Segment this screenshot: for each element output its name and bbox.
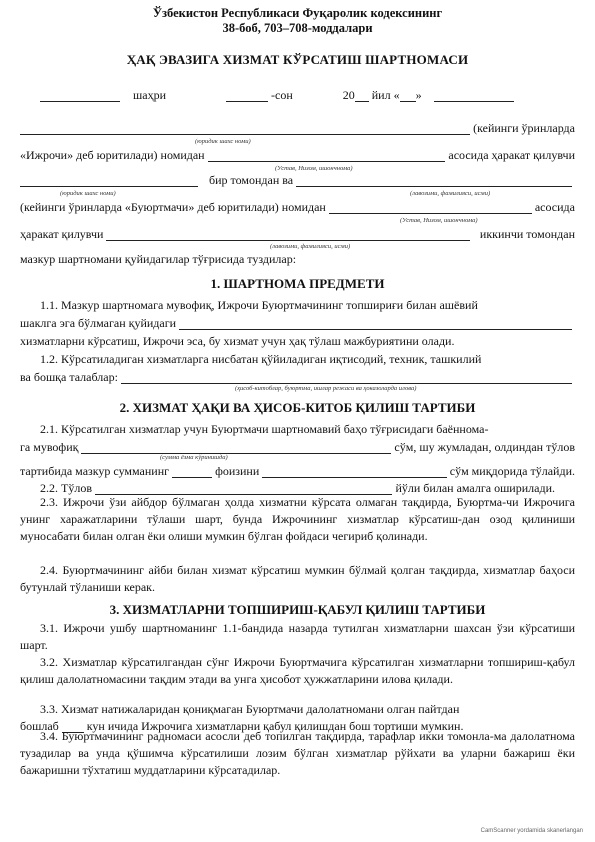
s3-p3-text-b: бошлаб bbox=[20, 719, 59, 733]
s2-p2-text-a: 2.2. Тўлов bbox=[40, 481, 92, 495]
s3-p2: 3.2. Хизматлар кўрсатилгандан сўнг Ижрочи Буюртмачига кўрсатилган хизматларни топшириш-қабул қилиш далолатномасини тақдим этади ва унга ҳисобот ҳужжатларини илова қилади. bbox=[20, 655, 575, 686]
s3-p4: 3.4. Буюртмачининг радномаси асосли деб топилган тақдирда, тарафлар икки томонла-ма далолатнома тузадилар ва унда қўшимча кўрсатилиши лозим бўлган хизматлар рўйхати ва уларни бажариш ёки бажаришни тўхтатиш муддатларини кўрсатадилар. bbox=[20, 729, 575, 777]
place-date-line bbox=[20, 88, 575, 102]
section2-title: 2. ХИЗМАТ ҲАҚИ ВА ҲИСОБ-КИТОБ ҚИЛИШ ТАРТИБИ bbox=[119, 400, 476, 415]
acting-line bbox=[20, 227, 575, 241]
s2-p2-line bbox=[20, 481, 575, 495]
second-side-label: иккинчи томондан bbox=[479, 227, 575, 241]
hint-sum: (сумма ёзма кўринишда) bbox=[160, 454, 228, 461]
header-line2: 38-боб, 703–708-моддалари bbox=[222, 21, 373, 35]
executor-line bbox=[20, 121, 575, 135]
year-prefix: 20 bbox=[342, 88, 355, 102]
city-label: шаҳри bbox=[133, 88, 166, 102]
document-title: ҲАҚ ЭВАЗИГА ХИЗМАТ КЎРСАТИШ ШАРТНОМАСИ bbox=[126, 52, 469, 67]
s2-p1-text-f: сўм миқдорида тўлайди. bbox=[449, 464, 575, 478]
s1-p1-text-b: шаклга эга бўлмаган қуйидаги bbox=[20, 316, 177, 330]
hint-legal-name: (юридик шахс номи) bbox=[195, 138, 251, 145]
hereinafter-label: (кейинги ўринларда bbox=[473, 121, 575, 135]
month-blank[interactable] bbox=[434, 89, 514, 102]
hint-legal-name-2: (юридик шахс номи) bbox=[60, 190, 116, 197]
one-side-label: бир томондан ва bbox=[209, 173, 294, 187]
acting-basis2-label: асосида bbox=[534, 200, 575, 214]
services-blank[interactable] bbox=[179, 317, 572, 330]
s1-p1-text-a: 1.1. Мазкур шартномага мувофиқ, Ижрочи Буюртмачининг топшириғи билан ашёвий bbox=[40, 298, 478, 312]
executor-rep-blank[interactable] bbox=[208, 149, 446, 162]
year-suffix: йил « bbox=[371, 88, 400, 102]
section3-title: 3. ХИЗМАТЛАРНИ ТОПШИРИШ-ҚАБУЛ ҚИЛИШ ТАРТИБИ bbox=[109, 602, 486, 617]
s1-p1-text-c: хизматларни кўрсатиш, Ижрочи эса, бу хизмат учун ҳақ тўлаш мажбуриятини олади. bbox=[20, 334, 455, 348]
s3-p3-line1 bbox=[20, 702, 575, 716]
s1-p2-line2 bbox=[20, 370, 575, 384]
s2-p1-text-d: тартибида мазкур сумманинг bbox=[20, 464, 170, 478]
s3-p3-text-c: кун ичида Ижрочига хизматларни қабул қилишдан бош тортиши мумкин. bbox=[86, 719, 464, 733]
year-blank[interactable] bbox=[355, 89, 369, 102]
executor-basis-blank[interactable] bbox=[20, 174, 198, 187]
s2-p3: 2.3. Ижрочи ўзи айбдор бўлмаган ҳолда хизматни кўрсата олмаган тақдирда, Буюртма-чи Ижрочига унинг харажатларини тўлаши шарт, бунда Ижрочининг хизматлар кўрсатиш-дан озод қилиниши муносабати билан олган ёки олиши мумкин бўлган фойдаси чегириб қолинади. bbox=[20, 495, 575, 543]
customer-named-label: (кейинги ўринларда «Буюртмачи» деб юритилади) номидан bbox=[20, 200, 326, 214]
s2-p1-text-e: фоизини bbox=[215, 464, 260, 478]
customer-basis-blank[interactable] bbox=[106, 228, 469, 241]
city-blank[interactable] bbox=[40, 89, 120, 102]
day-blank[interactable] bbox=[400, 89, 416, 102]
s3-p1: 3.1. Ижрочи ушбу шартноманинг 1.1-бандида назарда тутилган хизматларни шахсан ўзи кўрсатиши шарт. bbox=[20, 621, 575, 652]
number-blank[interactable] bbox=[226, 89, 268, 102]
percent-blank[interactable] bbox=[172, 465, 212, 478]
s1-p1-line1 bbox=[20, 298, 575, 312]
s1-p2-line1 bbox=[20, 352, 575, 366]
s1-p1-line3 bbox=[20, 334, 575, 348]
s2-p1-line3 bbox=[20, 464, 575, 478]
executor-name-blank[interactable] bbox=[20, 122, 470, 135]
sum-blank[interactable] bbox=[81, 441, 391, 454]
scanner-footer: CamScanner yordamida skanerlangan bbox=[480, 828, 583, 834]
customer-rep-blank[interactable] bbox=[329, 201, 532, 214]
number-label: -сон bbox=[271, 88, 293, 102]
s1-p1-line2 bbox=[20, 316, 575, 330]
quote-close: » bbox=[415, 88, 422, 102]
s2-p1-line2 bbox=[20, 440, 575, 454]
concluded-text: мазкур шартномани қуйидагилар тўғрисида туздилар: bbox=[20, 252, 297, 266]
customer-named-line bbox=[20, 200, 575, 214]
acting-label: ҳаракат қилувчи bbox=[20, 227, 104, 241]
s2-p1-line1 bbox=[20, 422, 575, 436]
s1-p2-text-b: ва бошқа талаблар: bbox=[20, 370, 118, 384]
customer-name-blank[interactable] bbox=[296, 174, 572, 187]
executor-named-label: «Ижрочи» деб юритилади) номидан bbox=[20, 148, 205, 162]
section1-title: 1. ШАРТНОМА ПРЕДМЕТИ bbox=[210, 276, 385, 291]
executor-named-line bbox=[20, 148, 575, 162]
s2-p4: 2.4. Буюртмачининг айби билан хизмат кўрсатиш мумкин бўлмай қолган тақдирда, хизматлар баҳоси бутунлай тўланиши керак. bbox=[20, 563, 575, 594]
concluded-line bbox=[20, 252, 575, 266]
hint-requirements: (ҳисоб-китоблар, буюртма, ишлар режаси ва ҳоказоларда илова) bbox=[235, 385, 417, 392]
header-line1: Ўзбекистон Республикаси Фуқаролик кодексининг bbox=[152, 6, 443, 20]
s2-p1-text-a: 2.1. Кўрсатилган хизматлар учун Буюртмачи шартномавий баҳо тўғрисидаги баённома- bbox=[40, 422, 489, 436]
one-side-line bbox=[20, 173, 575, 187]
hint-charter: (Устав, Низом, ишончнома) bbox=[275, 165, 353, 172]
s2-p1-text-c: сўм, шу жумладан, олдиндан тўлов bbox=[394, 440, 575, 454]
prepay-sum-blank[interactable] bbox=[262, 465, 447, 478]
s2-p2-text-b: йўли билан амалга оширилади. bbox=[395, 481, 555, 495]
s1-p2-text-a: 1.2. Кўрсатиладиган хизматларга нисбатан қўйиладиган иқтисодий, техник, ташкилий bbox=[40, 352, 482, 366]
hint-position: (лавозими, фамилияси, исми) bbox=[410, 190, 491, 197]
acting-basis-label: асосида ҳаракат қилувчи bbox=[448, 148, 575, 162]
hint-position-2: (лавозими, фамилияси, исми) bbox=[270, 243, 351, 250]
hint-charter-2: (Устав, Низом, ишончнома) bbox=[400, 217, 478, 224]
s2-p1-text-b: га мувофиқ bbox=[20, 440, 79, 454]
s3-p3-text-a: 3.3. Хизмат натижаларидан қониқмаган Буюртмачи далолатномани олган пайтдан bbox=[40, 702, 460, 716]
requirements-blank[interactable] bbox=[121, 371, 572, 384]
